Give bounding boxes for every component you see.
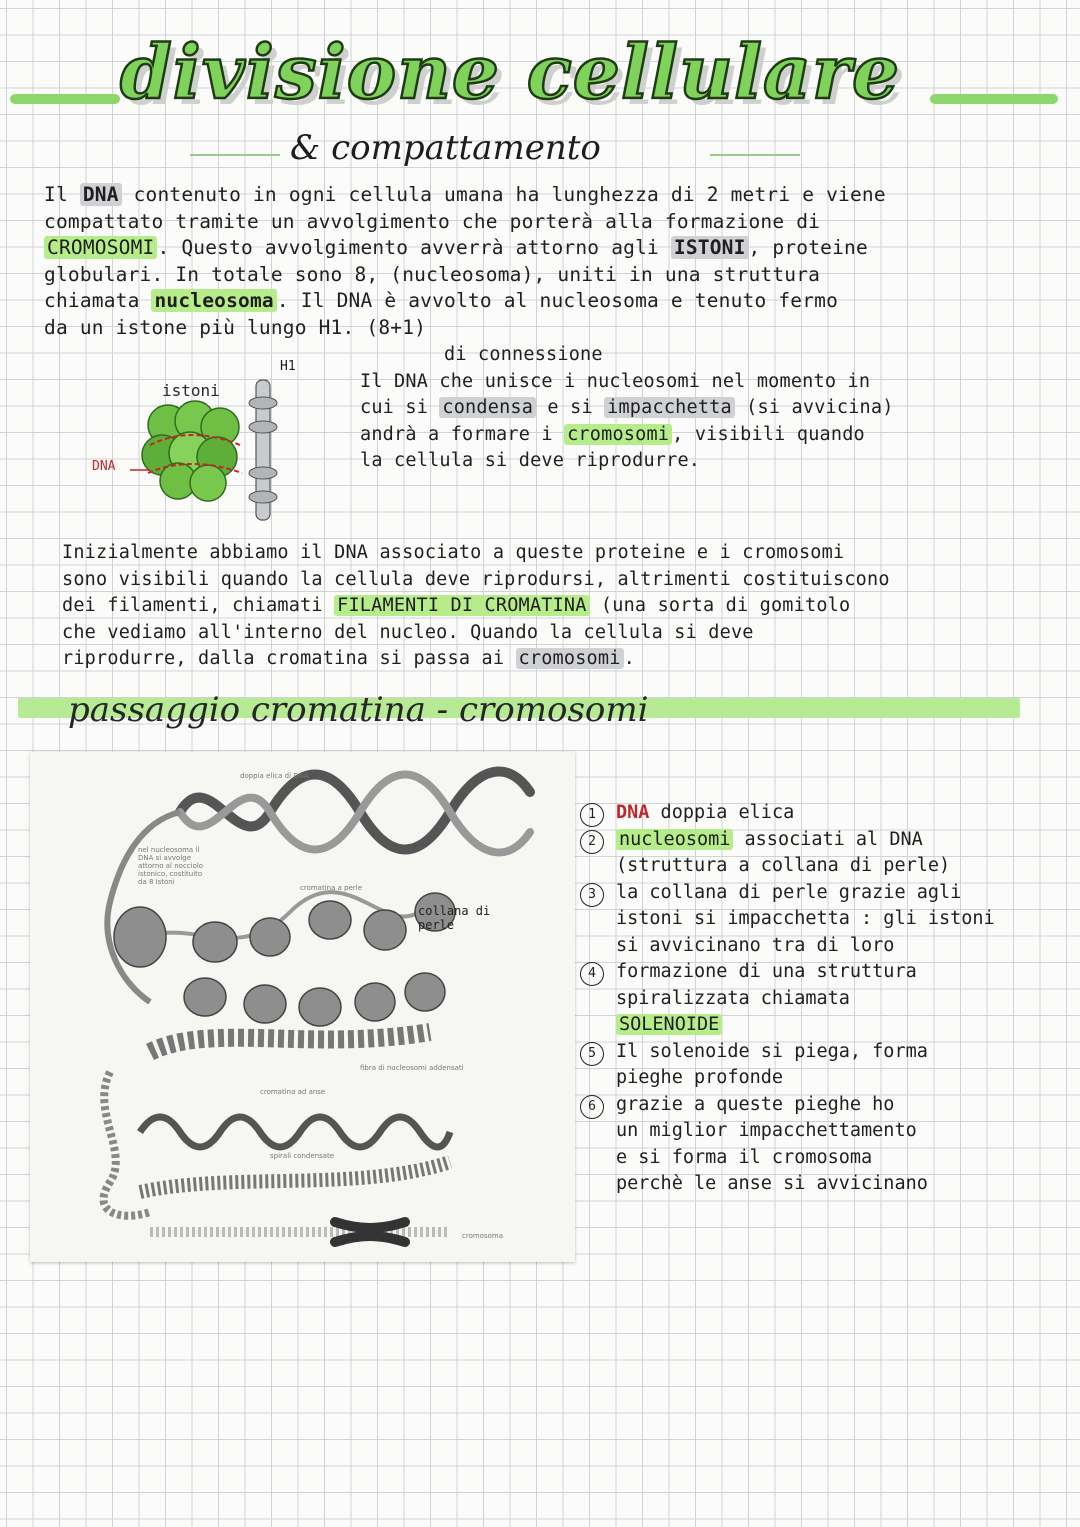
keyword-solenoide: SOLENOIDE bbox=[616, 1014, 722, 1035]
chromatin-text: sono visibili quando la cellula deve riprodursi, altrimenti costituiscono bbox=[62, 568, 890, 590]
step-item bbox=[580, 800, 1020, 827]
connection-text: cui si bbox=[360, 397, 440, 418]
step-text: pieghe profonde bbox=[616, 1067, 784, 1088]
figure-label-top: doppia elica di DNA bbox=[240, 772, 309, 780]
step-keyword: DNA bbox=[616, 802, 650, 823]
section-title: passaggio cromatina - cromosomi bbox=[68, 690, 649, 730]
step-text: formazione di una struttura bbox=[616, 961, 917, 982]
chromatin-text: riprodurre, dalla cromatina si passa ai bbox=[62, 648, 516, 669]
figure-label-fibers: fibra di nucleosomi addensati bbox=[360, 1064, 464, 1072]
step-number: 4 bbox=[580, 962, 604, 986]
page-subtitle: & compattamento bbox=[290, 128, 601, 168]
connection-text: , visibili quando bbox=[672, 423, 865, 445]
intro-text: chiamata bbox=[44, 289, 152, 312]
connection-note: di connessione bbox=[444, 344, 603, 365]
chromatin-text: . bbox=[623, 648, 635, 669]
keyword-nucleosoma: nucleosoma bbox=[151, 289, 276, 312]
step-number: 1 bbox=[580, 803, 604, 827]
step-text: la collana di perle grazie agli bbox=[616, 881, 962, 903]
subtitle-arrow-right bbox=[710, 154, 800, 156]
connection-text: la cellula si deve riprodurre. bbox=[360, 450, 701, 471]
nucleosome-drawing bbox=[90, 355, 310, 535]
label-h1: H1 bbox=[280, 359, 296, 374]
connection-text: (si avvicina) bbox=[734, 397, 894, 418]
intro-text: contenuto in ogni cellula umana ha lunghezza di 2 metri e viene bbox=[121, 183, 886, 206]
figure-arrow-note: collana di perle bbox=[418, 904, 491, 932]
steps-list bbox=[580, 800, 1020, 1198]
chromatin-text: dei filamenti, chiamati bbox=[62, 595, 335, 616]
step-number: 3 bbox=[580, 883, 604, 907]
step-item bbox=[580, 827, 1020, 880]
connection-text: e si bbox=[536, 397, 605, 418]
page-title: divisione cellulare bbox=[120, 30, 901, 116]
step-number: 6 bbox=[580, 1095, 604, 1119]
subtitle-arrow-left bbox=[190, 154, 280, 156]
figure-label-chromosome: cromosoma bbox=[462, 1232, 503, 1240]
step-keyword: nucleosomi bbox=[616, 829, 733, 850]
step-item bbox=[580, 880, 1020, 960]
intro-paragraph bbox=[44, 182, 1044, 341]
keyword-cromosomi: cromosomi bbox=[516, 648, 624, 669]
intro-text: , proteine bbox=[748, 236, 868, 259]
title-decor-line-left bbox=[10, 94, 120, 104]
figure-label-pearls: cromatina a perle bbox=[300, 884, 362, 892]
step-text: (struttura a collana di perle) bbox=[616, 855, 951, 876]
step-text: istoni si impacchetta : gli istoni bbox=[616, 908, 995, 929]
step-text: grazie a queste pieghe ho bbox=[616, 1093, 895, 1115]
step-item bbox=[580, 959, 1020, 1039]
title-decor-line-right bbox=[930, 94, 1058, 104]
chromatin-text: (una sorta di gomitolo bbox=[589, 595, 851, 616]
label-dna: DNA bbox=[92, 459, 116, 474]
chromatin-text: Inizialmente abbiamo il DNA associato a queste proteine e i cromosomi bbox=[62, 542, 845, 563]
figure-label-nucleosome: nel nucleosoma il DNA si avvolge attorno al nocciolo istonico, costituito da 8 istoni bbox=[138, 846, 204, 886]
connection-text: andrà a formare i bbox=[360, 423, 565, 445]
label-istoni: istoni bbox=[162, 381, 220, 400]
step-text: e si forma il cromosoma bbox=[616, 1146, 873, 1168]
keyword-filamenti-cromatina: FILAMENTI DI CROMATINA bbox=[334, 595, 589, 616]
step-number: 5 bbox=[580, 1042, 604, 1066]
intro-text: . Questo avvolgimento avverrà attorno agli bbox=[157, 236, 671, 259]
keyword-impacchetta: impacchetta bbox=[604, 397, 735, 418]
intro-text: Il bbox=[44, 183, 80, 206]
step-text: Il solenoide si piega, forma bbox=[616, 1040, 928, 1062]
keyword-cromosomi: CROMOSOMI bbox=[44, 236, 157, 259]
chromatin-figure bbox=[30, 752, 575, 1262]
keyword-condensa: condensa bbox=[439, 397, 536, 418]
step-item bbox=[580, 1092, 1020, 1198]
keyword-dna: DNA bbox=[80, 183, 122, 206]
step-text: un miglior impacchettamento bbox=[616, 1120, 917, 1141]
intro-text: globulari. In totale sono 8, (nucleosoma), uniti in una struttura bbox=[44, 262, 821, 286]
keyword-cromosomi: cromosomi bbox=[564, 424, 672, 445]
connection-text: Il DNA che unisce i nucleosomi nel momento in bbox=[360, 370, 871, 392]
step-text: doppia elica bbox=[649, 802, 795, 823]
intro-text: da un istone più lungo H1. (8+1) bbox=[44, 315, 427, 339]
step-text: si avvicinano tra di loro bbox=[616, 934, 895, 956]
intro-text: compattato tramite un avvolgimento che porterà alla formazione di bbox=[44, 209, 821, 233]
chromatin-illustration bbox=[30, 752, 575, 1262]
connection-paragraph bbox=[360, 342, 1020, 475]
chromatin-text: che vediamo all'interno del nucleo. Quando la cellula si deve bbox=[62, 621, 754, 643]
figure-label-spirals: spirali condensate bbox=[270, 1152, 335, 1160]
step-text: associati al DNA bbox=[733, 828, 923, 850]
step-item bbox=[580, 1039, 1020, 1092]
keyword-istoni: ISTONI bbox=[671, 236, 749, 259]
figure-label-loops: cromatina ad anse bbox=[260, 1088, 326, 1096]
intro-text: . Il DNA è avvolto al nucleosoma e tenuto fermo bbox=[276, 289, 839, 312]
step-text: spiralizzata chiamata bbox=[616, 987, 850, 1009]
step-number: 2 bbox=[580, 830, 604, 854]
step-text: perchè le anse si avvicinano bbox=[616, 1173, 928, 1194]
chromatin-paragraph bbox=[44, 540, 1044, 673]
title-block bbox=[0, 22, 1080, 132]
